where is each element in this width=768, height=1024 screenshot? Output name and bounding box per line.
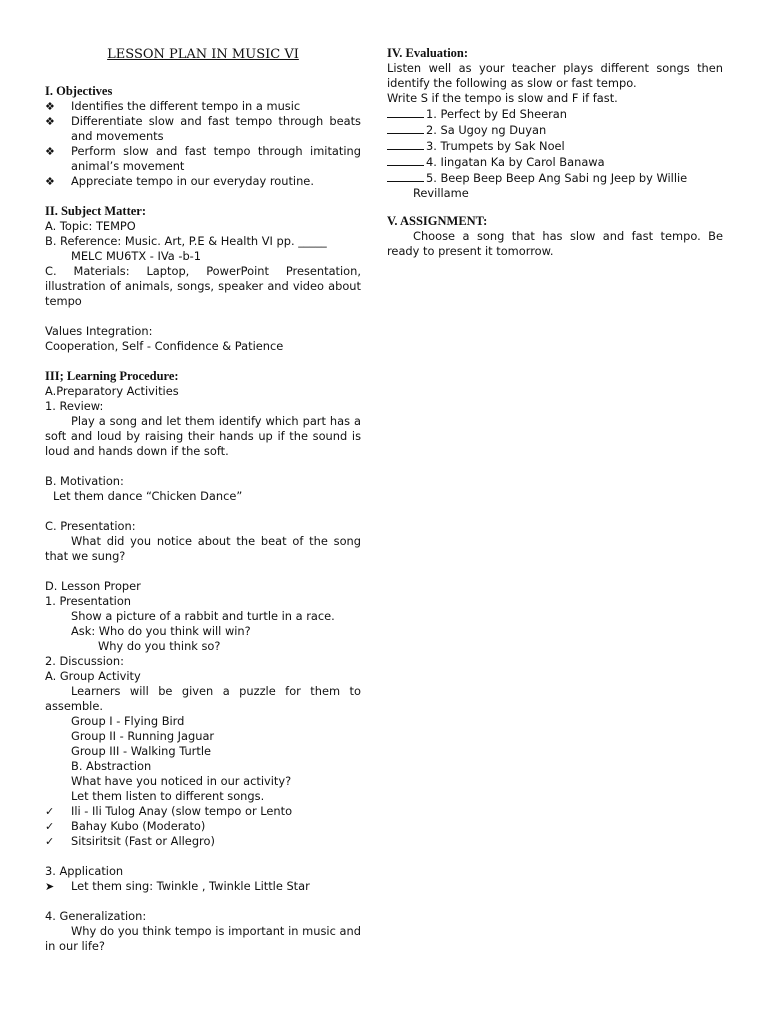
objective-item: ❖ Identifies the different tempo in a music xyxy=(45,99,301,113)
listen-text: Let them listen to different songs. xyxy=(71,789,265,803)
review-text: Play a song and let them identify which part has a soft and loud by raising their hands up if the sound is loud and hands down if the soft. xyxy=(45,414,361,458)
left-column xyxy=(45,46,361,954)
song-item: ✓ Bahay Kubo (Moderato) xyxy=(45,819,206,833)
generalization-label: 4. Generalization: xyxy=(45,909,147,923)
motivation-text: Let them dance “Chicken Dance” xyxy=(53,489,243,503)
evaluation-item: 5. Beep Beep Beep Ang Sabi ng Jeep by Willie Revillame xyxy=(387,170,723,201)
evaluation-instruction: Write S if the tempo is slow and F if fast. xyxy=(387,91,618,105)
presentation-text: What did you notice about the beat of the song that we sung? xyxy=(45,534,361,563)
group-activity-label: A. Group Activity xyxy=(45,669,141,683)
lp-show-text: Show a picture of a rabbit and turtle in a race. xyxy=(71,609,335,623)
values-text: Cooperation, Self - Confidence & Patience xyxy=(45,339,284,353)
objective-item: ❖ Appreciate tempo in our everyday routine. xyxy=(45,174,314,188)
objective-item: ❖ Differentiate slow and fast tempo through beats and movements xyxy=(45,114,361,143)
topic-line: A. Topic: TEMPO xyxy=(45,219,136,233)
assignment-heading: V. ASSIGNMENT: xyxy=(387,214,488,228)
evaluation-item: 1. Perfect by Ed Sheeran xyxy=(387,106,723,122)
application-label: 3. Application xyxy=(45,864,124,878)
evaluation-heading: IV. Evaluation: xyxy=(387,46,469,60)
answer-blank[interactable] xyxy=(387,170,424,182)
checkmark-icon: ✓ xyxy=(45,835,55,848)
assignment-text: Choose a song that has slow and fast tempo. Be ready to present it tomorrow. xyxy=(387,229,723,258)
materials-line: C. Materials: Laptop, PowerPoint Presentation, illustration of animals, songs, speaker and video about tempo xyxy=(45,264,361,308)
discussion-label: 2. Discussion: xyxy=(45,654,124,668)
puzzle-text: Learners will be given a puzzle for them to assemble. xyxy=(45,684,361,713)
motivation-label: B. Motivation: xyxy=(45,474,124,488)
presentation-label: C. Presentation: xyxy=(45,519,136,533)
subject-matter-heading: II. Subject Matter: xyxy=(45,204,147,218)
songs-list xyxy=(45,804,361,849)
lp-presentation-label: 1. Presentation xyxy=(45,594,132,608)
group-item: Group I - Flying Bird xyxy=(71,714,185,728)
diamond-bullet-icon: ❖ xyxy=(45,145,55,158)
answer-blank[interactable] xyxy=(387,122,424,134)
application-list xyxy=(45,879,361,894)
objectives-heading: I. Objectives xyxy=(45,84,113,98)
values-label: Values Integration: xyxy=(45,324,153,338)
group-item: Group III - Walking Turtle xyxy=(71,744,212,758)
song-item: ✓ Ili - Ili Tulog Anay (slow tempo or Lento xyxy=(45,804,293,818)
document-title: LESSON PLAN IN MUSIC VI xyxy=(107,47,299,62)
application-item: ➤ Let them sing: Twinkle , Twinkle Little Star xyxy=(45,879,310,893)
abstraction-label: B. Abstraction xyxy=(71,759,152,773)
melc-line: MELC MU6TX - IVa -b-1 xyxy=(71,249,202,263)
review-label: 1. Review: xyxy=(45,399,104,413)
diamond-bullet-icon: ❖ xyxy=(45,115,55,128)
procedure-heading: III; Learning Procedure: xyxy=(45,369,179,383)
preparatory-label: A.Preparatory Activities xyxy=(45,384,179,398)
lp-ask-text: Ask: Who do you think will win? xyxy=(71,624,251,638)
evaluation-item: 3. Trumpets by Sak Noel xyxy=(387,138,723,154)
evaluation-item: 4. Iingatan Ka by Carol Banawa xyxy=(387,154,723,170)
checkmark-icon: ✓ xyxy=(45,820,55,833)
arrow-bullet-icon: ➤ xyxy=(45,880,55,893)
checkmark-icon: ✓ xyxy=(45,805,55,818)
right-column xyxy=(387,46,723,259)
answer-blank[interactable] xyxy=(387,106,424,118)
evaluation-item: 2. Sa Ugoy ng Duyan xyxy=(387,122,723,138)
evaluation-intro: Listen well as your teacher plays different songs then identify the following as slow or fast tempo. xyxy=(387,61,723,90)
answer-blank[interactable] xyxy=(387,154,424,166)
generalization-text: Why do you think tempo is important in music and in our life? xyxy=(45,924,361,953)
lesson-proper-label: D. Lesson Proper xyxy=(45,579,141,593)
objective-item: ❖ Perform slow and fast tempo through imitating animal’s movement xyxy=(45,144,361,173)
song-item: ✓ Sitsiritsit (Fast or Allegro) xyxy=(45,834,215,848)
group-item: Group II - Running Jaguar xyxy=(71,729,215,743)
reference-line: B. Reference: Music. Art, P.E & Health VI pp. _____ xyxy=(45,234,327,248)
lp-why-text: Why do you think so? xyxy=(98,639,221,653)
noticed-text: What have you noticed in our activity? xyxy=(71,774,292,788)
diamond-bullet-icon: ❖ xyxy=(45,175,55,188)
answer-blank[interactable] xyxy=(387,138,424,150)
objectives-list xyxy=(45,99,361,189)
diamond-bullet-icon: ❖ xyxy=(45,100,55,113)
